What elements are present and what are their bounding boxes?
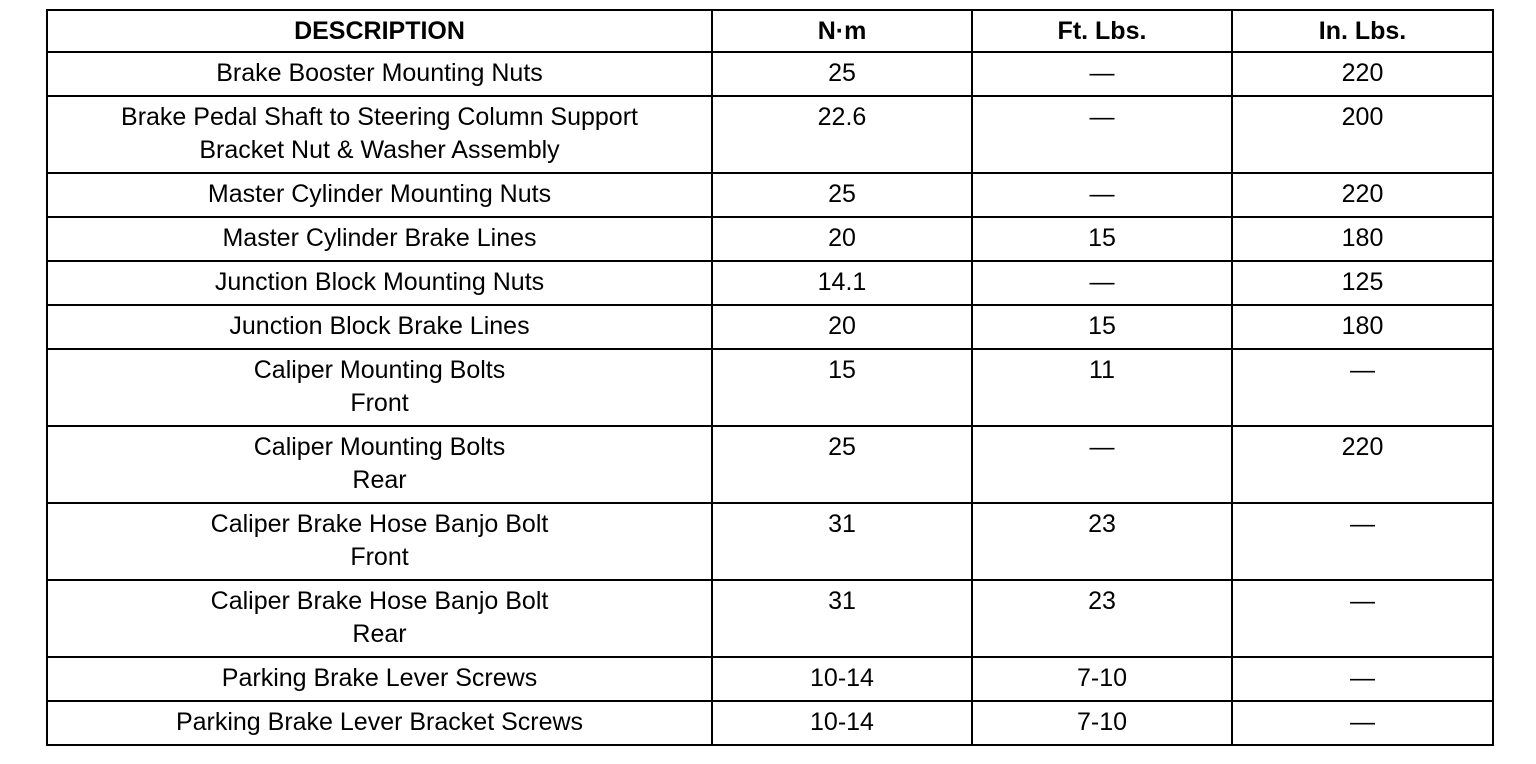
description-line-1: Caliper Mounting Bolts xyxy=(253,356,506,384)
torque-spec-table xyxy=(46,9,1494,746)
table-row xyxy=(47,96,1493,173)
header-in-lbs: In. Lbs. xyxy=(1232,10,1493,52)
description-cell xyxy=(47,173,712,217)
table-row xyxy=(47,305,1493,349)
ft-lbs-cell: 11 xyxy=(972,349,1232,426)
in-lbs-cell: — xyxy=(1232,349,1493,426)
description-line-1: Caliper Mounting Bolts xyxy=(253,433,506,461)
description-cell xyxy=(47,217,712,261)
description-line-2: Front xyxy=(350,389,409,417)
description-cell xyxy=(47,701,712,745)
description-cell xyxy=(47,426,712,503)
ft-lbs-cell: — xyxy=(972,173,1232,217)
description-cell xyxy=(47,96,712,173)
torque-spec-table-container xyxy=(46,9,1492,746)
header-ft-lbs: Ft. Lbs. xyxy=(972,10,1232,52)
nm-cell: 31 xyxy=(712,580,972,657)
ft-lbs-cell: 23 xyxy=(972,503,1232,580)
description-line-1: Junction Block Mounting Nuts xyxy=(214,268,545,296)
table-row xyxy=(47,701,1493,745)
description-line-2: Rear xyxy=(352,466,407,494)
in-lbs-cell: — xyxy=(1232,657,1493,701)
description-line-1: Caliper Brake Hose Banjo Bolt xyxy=(210,510,549,538)
header-nm: N·m xyxy=(712,10,972,52)
description-line-2: Bracket Nut & Washer Assembly xyxy=(199,136,560,164)
table-row xyxy=(47,426,1493,503)
ft-lbs-cell: — xyxy=(972,96,1232,173)
nm-cell: 15 xyxy=(712,349,972,426)
nm-cell: 20 xyxy=(712,305,972,349)
in-lbs-cell: 200 xyxy=(1232,96,1493,173)
description-cell xyxy=(47,503,712,580)
nm-cell: 31 xyxy=(712,503,972,580)
description-cell xyxy=(47,657,712,701)
description-cell xyxy=(47,261,712,305)
table-row xyxy=(47,217,1493,261)
description-line-1: Master Cylinder Brake Lines xyxy=(222,224,537,252)
description-line-1: Junction Block Brake Lines xyxy=(229,312,530,340)
table-row xyxy=(47,657,1493,701)
description-line-1: Brake Pedal Shaft to Steering Column Support xyxy=(121,103,638,131)
ft-lbs-cell: — xyxy=(972,426,1232,503)
description-line-2: Front xyxy=(350,543,409,571)
description-cell xyxy=(47,349,712,426)
nm-cell: 25 xyxy=(712,426,972,503)
description-line-2: Rear xyxy=(352,620,407,648)
table-row xyxy=(47,349,1493,426)
ft-lbs-cell: 23 xyxy=(972,580,1232,657)
ft-lbs-cell: 15 xyxy=(972,305,1232,349)
in-lbs-cell: — xyxy=(1232,701,1493,745)
in-lbs-cell: 220 xyxy=(1232,173,1493,217)
table-row xyxy=(47,503,1493,580)
in-lbs-cell: 180 xyxy=(1232,305,1493,349)
description-cell xyxy=(47,580,712,657)
table-row xyxy=(47,52,1493,96)
description-line-1: Parking Brake Lever Bracket Screws xyxy=(175,708,584,736)
in-lbs-cell: — xyxy=(1232,580,1493,657)
ft-lbs-cell: — xyxy=(972,261,1232,305)
table-row xyxy=(47,580,1493,657)
description-line-1: Master Cylinder Mounting Nuts xyxy=(207,180,552,208)
in-lbs-cell: 220 xyxy=(1232,52,1493,96)
nm-cell: 25 xyxy=(712,173,972,217)
header-row xyxy=(47,10,1493,52)
in-lbs-cell: 125 xyxy=(1232,261,1493,305)
description-line-1: Parking Brake Lever Screws xyxy=(221,664,538,692)
description-line-1: Caliper Brake Hose Banjo Bolt xyxy=(210,587,549,615)
in-lbs-cell: 180 xyxy=(1232,217,1493,261)
nm-cell: 14.1 xyxy=(712,261,972,305)
description-cell xyxy=(47,52,712,96)
nm-cell: 25 xyxy=(712,52,972,96)
ft-lbs-cell: 7-10 xyxy=(972,701,1232,745)
ft-lbs-cell: 7-10 xyxy=(972,657,1232,701)
ft-lbs-cell: 15 xyxy=(972,217,1232,261)
description-line-1: Brake Booster Mounting Nuts xyxy=(216,59,543,87)
nm-cell: 22.6 xyxy=(712,96,972,173)
table-row xyxy=(47,173,1493,217)
nm-cell: 20 xyxy=(712,217,972,261)
nm-cell: 10-14 xyxy=(712,701,972,745)
description-cell xyxy=(47,305,712,349)
table-row xyxy=(47,261,1493,305)
in-lbs-cell: 220 xyxy=(1232,426,1493,503)
header-description: DESCRIPTION xyxy=(47,10,712,52)
in-lbs-cell: — xyxy=(1232,503,1493,580)
ft-lbs-cell: — xyxy=(972,52,1232,96)
nm-cell: 10-14 xyxy=(712,657,972,701)
